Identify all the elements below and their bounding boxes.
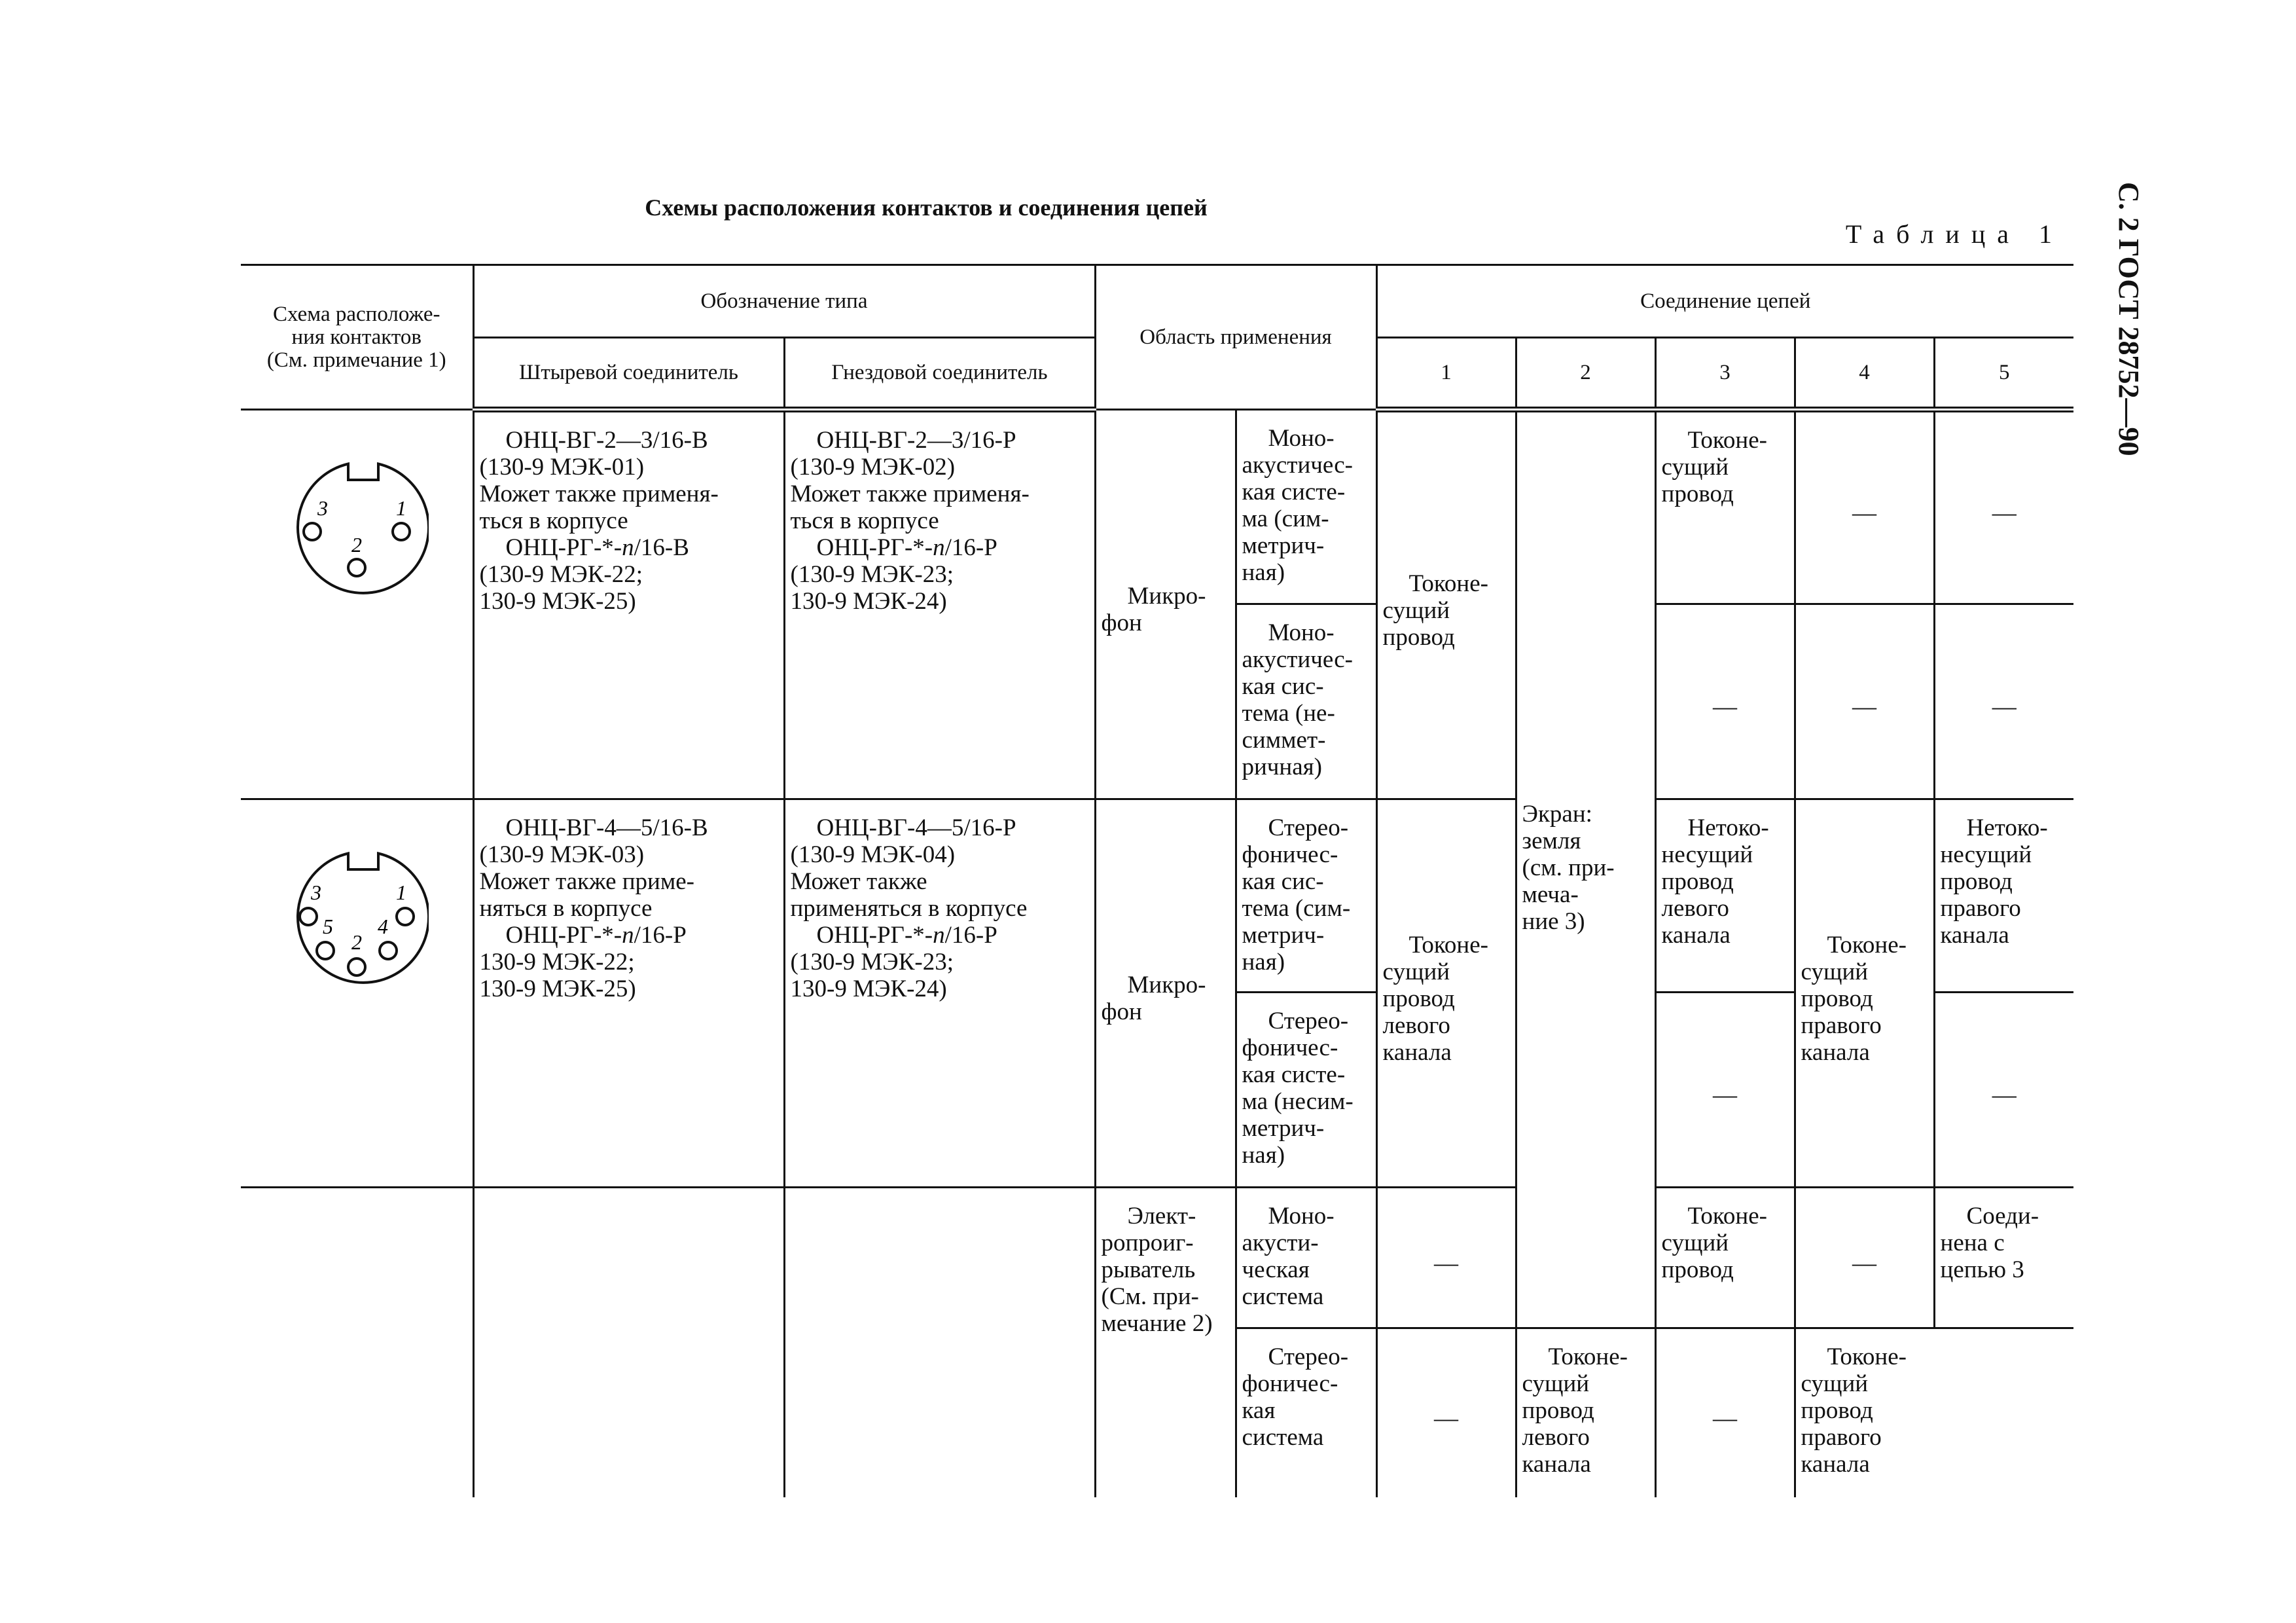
application-sub-cell: Стерео- фоничес- кая систе- ма (несим- метрич- ная) [1236,993,1376,1188]
contact-diagram-5pin [241,799,473,1188]
socket-text: (130-9 МЭК-04) Может также применяться в корпусе [790,841,1028,922]
circuit-1-cell: — [1376,1328,1516,1497]
pin-label: 5 [322,915,333,938]
pin-connector-cell [473,410,784,799]
contact-diagram-3pin [241,410,473,799]
pin-label: 1 [395,496,406,520]
circuit-3-cell: Нетоко- несущий провод левого канала [1655,799,1795,993]
pin-label: 2 [351,533,362,556]
circuit-4-cell: — [1795,604,1934,799]
circuit-5-cell: — [1934,993,2073,1188]
application-cell: Элект- ропроиг- рыватель (См. при- мечание 2) [1095,1188,1236,1497]
header-circuit-1: 1 [1376,338,1516,410]
socket-code2-tail: /16-Р [944,922,997,949]
circuit-3-cell: Токоне- сущий провод [1655,1188,1795,1328]
application-sub-cell: Моно- акусти- ческая система [1236,1188,1376,1328]
connector-5pin-icon [285,846,429,990]
socket-text2: (130-9 МЭК-23; 130-9 МЭК-24) [790,561,954,615]
circuit-2-cell: Экран: земля (см. при- меча- ние 3) [1516,410,1655,1328]
header-circuit-4: 4 [1795,338,1934,410]
pin-code: ОНЦ-ВГ-2—3/16-В [505,427,708,454]
empty-diagram-cell [241,1188,473,1497]
socket-code: ОНЦ-ВГ-4—5/16-Р [816,814,1016,841]
pin-connector-cell [473,799,784,1188]
socket-code2: ОНЦ-РГ-*- [816,922,933,949]
circuit-5-cell: Токоне- сущий провод правого канала [1795,1328,1934,1497]
pin-label: 2 [351,930,362,954]
circuit-1-cell: Токоне- сущий провод [1376,410,1516,799]
header-scheme: Схема расположе- ния контактов (См. примечание 1) [241,265,473,410]
circuit-3-cell: Токоне- сущий провод [1655,410,1795,604]
application-sub-cell: Стерео- фоничес- кая сис- тема (сим- метрич- ная) [1236,799,1376,993]
application-sub-cell: Моно- акустичес- кая сис- тема (не- симмет- ричная) [1236,604,1376,799]
header-type-designation: Обозначение типа [473,265,1095,338]
pin-code2: ОНЦ-РГ-*- [505,922,622,949]
circuit-5-cell: — [1934,410,2073,604]
pin-text2: 130-9 МЭК-22; 130-9 МЭК-25) [479,949,636,1002]
circuit-4-cell: — [1655,1328,1795,1497]
pin-text: (130-9 МЭК-01) Может также применя- ться в корпусе [479,454,719,534]
empty-socket-cell [784,1188,1095,1497]
pin-text2: (130-9 МЭК-22; 130-9 МЭК-25) [479,561,643,615]
socket-code2-tail: /16-Р [944,534,997,561]
circuit-4-cell: Токоне- сущий провод правого канала [1795,799,1934,1188]
socket-code: ОНЦ-ВГ-2—3/16-Р [816,427,1016,454]
pin-code: ОНЦ-ВГ-4—5/16-В [505,814,708,841]
table-row [241,799,2073,993]
circuit-4-cell: — [1795,410,1934,604]
socket-connector-cell [784,799,1095,1188]
header-circuit-5: 5 [1934,338,2073,410]
application-sub-cell: Стерео- фоничес- кая система [1236,1328,1376,1497]
empty-pin-cell [473,1188,784,1497]
circuit-5-cell: Нетоко- несущий провод правого канала [1934,799,2073,993]
header-socket-connector: Гнездовой соединитель [784,338,1095,410]
table-row [241,410,2073,604]
circuit-3-cell: Токоне- сущий провод левого канала [1516,1328,1655,1497]
pin-label: 4 [377,915,388,938]
connector-3pin-icon [285,456,429,600]
circuit-5-cell: — [1934,604,2073,799]
side-header [2115,182,2148,490]
pin-label: 3 [317,496,328,520]
side-header-text: С. 2 ГОСТ 28752—90 [2113,182,2145,456]
header-circuit-3: 3 [1655,338,1795,410]
pin-n: n [622,534,634,561]
socket-text: (130-9 МЭК-02) Может также применя- ться в корпусе [790,454,1030,534]
table-row [241,1188,2073,1328]
circuit-1-cell: — [1376,1188,1516,1328]
application-sub-cell: Моно- акустичес- кая систе- ма (сим- метрич- ная) [1236,410,1376,604]
header-application: Область применения [1095,265,1376,410]
header-pin-connector: Штыревой соединитель [473,338,784,410]
header-circuit-2: 2 [1516,338,1655,410]
pin-n: n [622,922,634,949]
circuit-3-cell: — [1655,604,1795,799]
application-cell: Микро- фон [1095,799,1236,1188]
socket-code2: ОНЦ-РГ-*- [816,534,933,561]
pin-code2-tail: /16-Р [634,922,687,949]
pin-label: 3 [310,881,321,904]
application-cell: Микро- фон [1095,410,1236,799]
contacts-table [241,264,2073,1497]
page-title: Схемы расположения контактов и соединения цепей [645,194,1208,221]
pin-code2: ОНЦ-РГ-*- [505,534,622,561]
circuit-1-cell: Токоне- сущий провод левого канала [1376,799,1516,1188]
pin-code2-tail: /16-В [634,534,689,561]
table-label: Таблица 1 [1845,219,2064,249]
socket-n: n [933,534,945,561]
socket-connector-cell [784,410,1095,799]
socket-n: n [933,922,945,949]
pin-text: (130-9 МЭК-03) Может также приме- няться в корпусе [479,841,695,922]
header-circuits: Соединение цепей [1376,265,2073,338]
socket-text2: (130-9 МЭК-23; 130-9 МЭК-24) [790,949,954,1002]
pin-label: 1 [395,881,406,904]
circuit-5-cell: Соеди- нена с цепью 3 [1934,1188,2073,1328]
circuit-3-cell: — [1655,993,1795,1188]
circuit-4-cell: — [1795,1188,1934,1328]
